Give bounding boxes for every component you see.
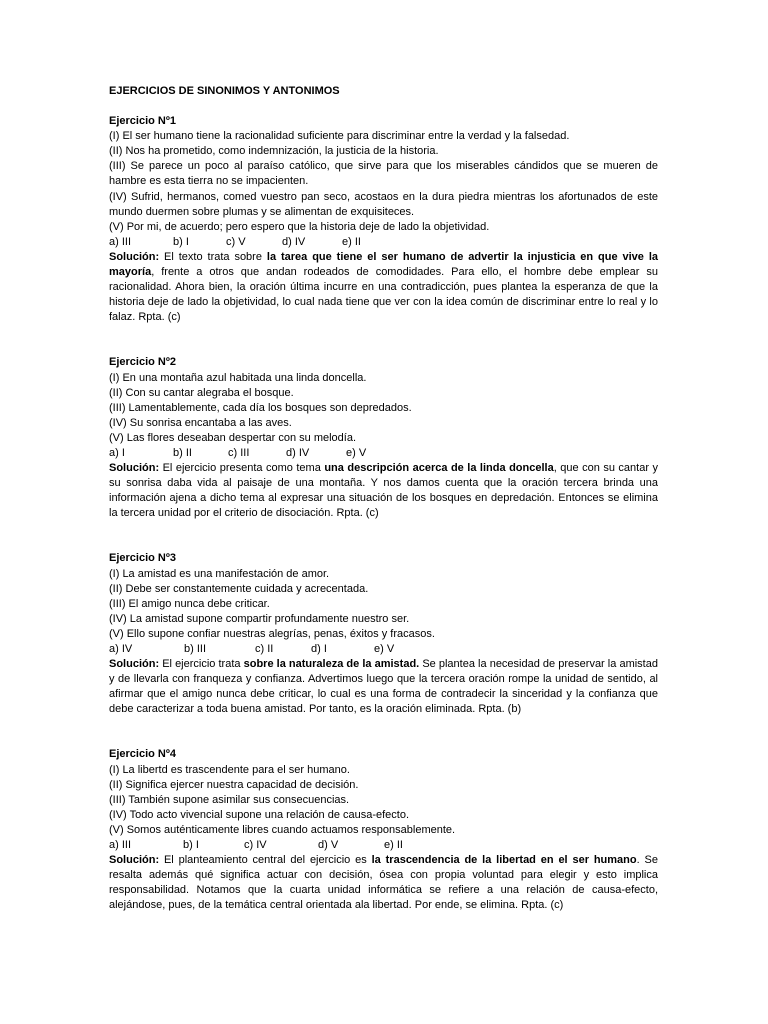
exercise-sentence: (I) La libertd es trascendente para el ser humano. bbox=[109, 763, 350, 776]
answer-option: e) V bbox=[346, 446, 367, 459]
exercise-sentence: (III) Lamentablemente, cada día los bosques son depredados. bbox=[109, 401, 412, 414]
answer-option: d) IV bbox=[286, 446, 310, 459]
answer-option: a) III bbox=[109, 235, 132, 248]
exercise-heading: Ejercicio Nº4 bbox=[109, 748, 176, 761]
exercise-spacer bbox=[109, 717, 658, 747]
document-page bbox=[109, 84, 658, 914]
solution-paragraph bbox=[109, 853, 658, 913]
solution-label: Solución: bbox=[109, 250, 160, 263]
exercise-sentence: (III) Se parece un poco al paraíso católico, que sirve para que los miserables cándidos que se mueren de hambre es esta tierra no se impacienten. bbox=[109, 160, 658, 188]
answer-option: b) I bbox=[173, 235, 189, 248]
solution-text: El ejercicio presenta como tema bbox=[159, 462, 325, 475]
solution-key-idea: sobre la naturaleza de la amistad. bbox=[243, 658, 420, 671]
exercise-heading: Ejercicio Nº3 bbox=[109, 552, 176, 565]
solution-text: . Se resalta además qué significa actuar con decisión, ósea con propia voluntad para elegir y esto implica responsabilidad. Notamos que la cuarta unidad informática se refiere a una relación de causa-efecto, alejándose, pues, de la temática central orientada ala libertad. Por ende, se elimina. Rpta. (c) bbox=[109, 854, 658, 912]
answer-option: a) III bbox=[109, 839, 132, 852]
exercise-sentence: (III) El amigo nunca debe criticar. bbox=[109, 597, 270, 610]
answer-options bbox=[109, 642, 658, 657]
exercise-sentence: (V) Ello supone confiar nuestras alegrías, penas, éxitos y fracasos. bbox=[109, 627, 435, 640]
solution-text: Se plantea la necesidad de preservar la amistad y de llevarla con franqueza y confianza. Advertimos luego que la tercera oración rompe la unidad de sentido, al afirmar que el amigo nunca debe criticar, lo cual es una forma de contradecir la sinceridad y la confianza que debe caracterizar a toda buena amistad. Por tanto, es la oración eliminada. Rpta. (b) bbox=[109, 658, 658, 716]
solution-key-idea: una descripción acerca de la linda doncella bbox=[324, 462, 554, 475]
answer-option: c) III bbox=[228, 446, 250, 459]
solution-text: El planteamiento central del ejercicio es bbox=[159, 854, 372, 867]
solution-paragraph bbox=[109, 461, 658, 521]
answer-options bbox=[109, 446, 658, 461]
exercise-sentence: (V) Somos auténticamente libres cuando actuamos responsablemente. bbox=[109, 823, 456, 836]
exercise-sentence: (II) Nos ha prometido, como indemnización, la justicia de la historia. bbox=[109, 145, 439, 158]
exercise-sentence: (II) Debe ser constantemente cuidada y acrecentada. bbox=[109, 582, 369, 595]
answer-option: e) II bbox=[342, 235, 361, 248]
exercise-block bbox=[109, 551, 658, 717]
exercise-heading: Ejercicio Nº2 bbox=[109, 356, 176, 369]
solution-label: Solución: bbox=[109, 854, 160, 867]
answer-option: e) II bbox=[384, 839, 403, 852]
exercise-sentence: (V) Por mi, de acuerdo; pero espero que la historia deje de lado la objetividad. bbox=[109, 220, 490, 233]
solution-key-idea: la trascendencia de la libertad en el ser humano bbox=[371, 854, 637, 867]
exercise-block bbox=[109, 355, 658, 521]
exercise-sentence: (IV) La amistad supone compartir profundamente nuestro ser. bbox=[109, 612, 410, 625]
solution-paragraph bbox=[109, 250, 658, 325]
exercise-sentence: (III) También supone asimilar sus consecuencias. bbox=[109, 793, 350, 806]
exercise-sentence: (II) Con su cantar alegraba el bosque. bbox=[109, 386, 294, 399]
exercise-list bbox=[109, 114, 658, 913]
answer-option: a) IV bbox=[109, 643, 133, 655]
document-title: EJERCICIOS DE SINONIMOS Y ANTONIMOS bbox=[109, 85, 340, 97]
exercise-spacer bbox=[109, 521, 658, 551]
answer-options bbox=[109, 838, 658, 853]
answer-option: c) II bbox=[255, 643, 274, 655]
exercise-sentence: (V) Las flores deseaban despertar con su melodía. bbox=[109, 431, 357, 444]
answer-option: c) V bbox=[226, 235, 246, 248]
solution-key-idea: la tarea que tiene el ser humano de advertir la injusticia en que vive la mayoría bbox=[109, 250, 658, 279]
answer-option: d) I bbox=[311, 643, 327, 655]
solution-text: , frente a otros que andan rodeados de comodidades. Para ello, el hombre debe emplear su racionalidad. Ahora bien, la oración última incurre en una contradicción, pues plantea la esperanza de que la historia deje de lado la objetividad, lo cual nada tiene que ver con la idea común de discriminar entre lo real y lo falaz. Rpta. (c) bbox=[109, 266, 658, 324]
answer-option: b) II bbox=[173, 446, 192, 459]
exercise-sentence: (IV) Todo acto vivencial supone una relación de causa-efecto. bbox=[109, 808, 410, 821]
answer-option: a) I bbox=[109, 446, 125, 459]
exercise-sentence: (I) El ser humano tiene la racionalidad suficiente para discriminar entre la verdad y la falsedad. bbox=[109, 130, 570, 143]
solution-label: Solución: bbox=[109, 658, 160, 671]
answer-option: d) V bbox=[318, 839, 339, 852]
solution-label: Solución: bbox=[109, 462, 160, 475]
answer-options bbox=[109, 235, 658, 250]
exercise-spacer bbox=[109, 325, 658, 355]
answer-option: c) IV bbox=[244, 839, 267, 852]
solution-paragraph bbox=[109, 657, 658, 717]
solution-text: , que con su cantar y su sonrisa daba vida al paisaje de una montaña. Y nos damos cuenta que la oración tercera brinda una información ajena a dicho tema al expresar una situación de los bosques en depredación. Entonces se elimina la tercera unidad por el criterio de disociación. Rpta. (c) bbox=[109, 462, 658, 520]
exercise-block bbox=[109, 114, 658, 325]
solution-text: El ejercicio trata bbox=[159, 658, 244, 671]
answer-option: b) III bbox=[184, 643, 207, 655]
exercise-heading: Ejercicio Nº1 bbox=[109, 115, 176, 128]
answer-option: e) V bbox=[374, 643, 395, 655]
exercise-sentence: (IV) Sufrid, hermanos, comed vuestro pan seco, acostaos en la dura piedra mientras los afortunados de este mundo duermen sobre plumas y se alimentan de exquisiteces. bbox=[109, 190, 658, 218]
exercise-sentence: (II) Significa ejercer nuestra capacidad de decisión. bbox=[109, 778, 359, 791]
solution-text: El texto trata sobre bbox=[159, 250, 267, 263]
exercise-block bbox=[109, 747, 658, 913]
exercise-sentence: (IV) Su sonrisa encantaba a las aves. bbox=[109, 416, 292, 429]
answer-option: d) IV bbox=[282, 235, 306, 248]
exercise-sentence: (I) En una montaña azul habitada una linda doncella. bbox=[109, 371, 367, 384]
exercise-sentence: (I) La amistad es una manifestación de amor. bbox=[109, 567, 330, 580]
answer-option: b) I bbox=[183, 839, 199, 852]
